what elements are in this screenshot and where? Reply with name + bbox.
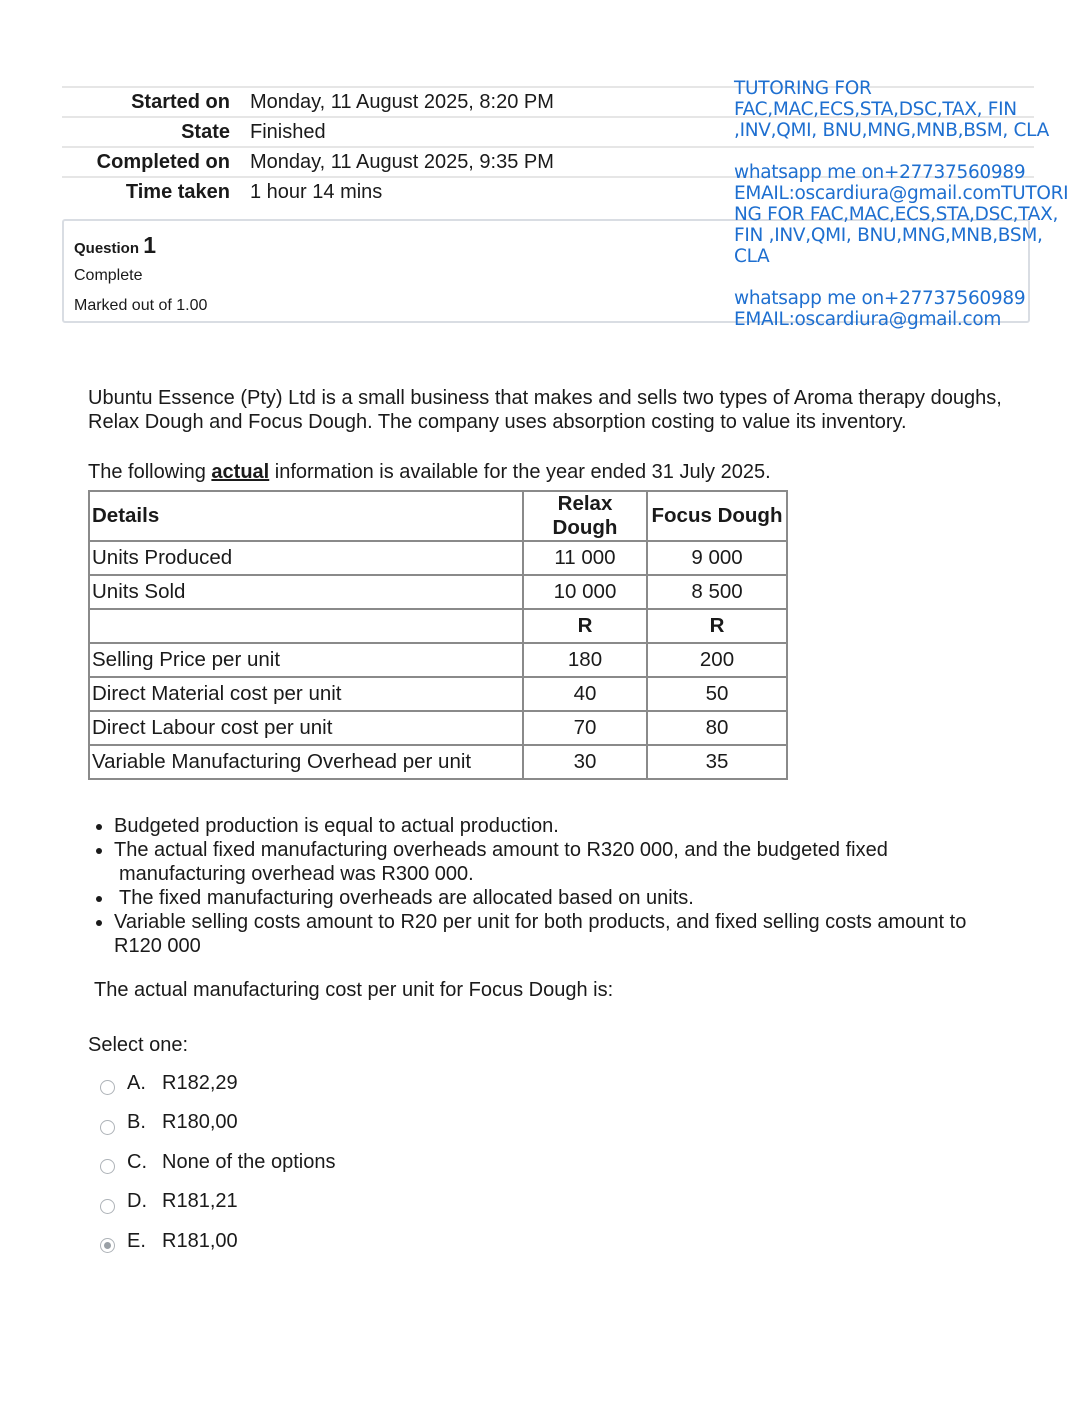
watermark-line: EMAIL:oscardiura@gmail.comTUTORI (734, 183, 1069, 204)
question-text (88, 386, 1018, 1261)
table-cell: 10 000 (523, 575, 647, 609)
option-text: None of the options (162, 1150, 336, 1173)
table-cell: Direct Labour cost per unit (89, 711, 523, 745)
answer-options (88, 1063, 1018, 1261)
watermark-line: whatsapp me on+27737560989 (734, 288, 1026, 309)
answer-option-c[interactable] (88, 1142, 1018, 1182)
watermark-line: CLA (734, 246, 770, 267)
table-cell: R (647, 609, 787, 643)
table-row (89, 677, 787, 711)
question-heading (74, 232, 156, 259)
table-cell: R (523, 609, 647, 643)
option-text: R181,21 (162, 1190, 238, 1213)
summary-label: Time taken (125, 180, 230, 203)
table-header: Details (89, 491, 523, 541)
watermark-line: whatsapp me on+27737560989 (734, 162, 1026, 183)
radio-button[interactable] (100, 1080, 115, 1095)
list-item: • Budgeted production is equal to actual production. (114, 814, 1018, 838)
watermark-line: TUTORING FOR (734, 78, 872, 99)
summary-value: Finished (250, 120, 326, 143)
table-header: Focus Dough (647, 491, 787, 541)
table-cell: Units Sold (89, 575, 523, 609)
summary-label: Completed on (96, 150, 230, 173)
table-row (89, 643, 787, 677)
table-cell: 40 (523, 677, 647, 711)
intro-paragraph: Ubuntu Essence (Pty) Ltd is a small business that makes and sells two types of Aroma therapy doughs, Relax Dough and Focus Dough. The company uses absorption costing to value its inventory. (88, 387, 1002, 433)
question-label: Question (74, 240, 140, 257)
actual-pre-text: The following (88, 461, 212, 483)
answer-option-b[interactable] (88, 1103, 1018, 1143)
note-text: The actual fixed manufacturing overheads amount to R320 000, and the budgeted fixed (114, 839, 888, 861)
notes-list (88, 814, 1018, 958)
question-state: Complete (74, 267, 143, 284)
table-row (89, 745, 787, 779)
option-text: R180,00 (162, 1111, 238, 1134)
question-number: 1 (143, 232, 156, 258)
watermark-line: FAC,MAC,ECS,STA,DSC,TAX, FIN (734, 99, 1017, 120)
summary-label: Started on (131, 90, 230, 113)
summary-value: 1 hour 14 mins (250, 180, 383, 203)
radio-button[interactable] (100, 1120, 115, 1135)
table-cell: 80 (647, 711, 787, 745)
table-cell: 11 000 (523, 541, 647, 575)
table-cell: 8 500 (647, 575, 787, 609)
list-item (114, 886, 1018, 910)
radio-button[interactable] (100, 1199, 115, 1214)
table-cell: 30 (523, 745, 647, 779)
select-one-label: Select one: (88, 1034, 189, 1056)
summary-value: Monday, 11 August 2025, 9:35 PM (250, 150, 554, 173)
answer-option-d[interactable] (88, 1182, 1018, 1222)
note-text: The fixed manufacturing overheads are allocated based on units. (119, 887, 694, 909)
answer-option-a[interactable] (88, 1063, 1018, 1103)
table-cell: 35 (647, 745, 787, 779)
table-cell: Direct Material cost per unit (89, 677, 523, 711)
answer-option-e[interactable] (88, 1221, 1018, 1261)
option-letter: C. (127, 1150, 147, 1173)
option-letter: B. (127, 1111, 146, 1134)
watermark-line: NG FOR FAC,MAC,ECS,STA,DSC,TAX, (734, 204, 1059, 225)
note-text: manufacturing overhead was R300 000. (119, 863, 474, 885)
table-row (89, 541, 787, 575)
table-cell: 50 (647, 677, 787, 711)
actual-emphasis: actual (211, 461, 270, 483)
actual-post-text: information is available for the year ended 31 July 2025. (269, 461, 771, 483)
tutoring-watermark (734, 78, 1080, 330)
option-letter: A. (127, 1071, 146, 1094)
table-cell: Variable Manufacturing Overhead per unit (89, 745, 523, 779)
table-cell: 200 (647, 643, 787, 677)
table-cell: 9 000 (647, 541, 787, 575)
option-text: R181,00 (162, 1229, 238, 1252)
summary-label: State (181, 120, 230, 143)
table-cell (89, 609, 523, 643)
table-row (89, 575, 787, 609)
watermark-line: FIN ,INV,QMI, BNU,MNG,MNB,BSM, (734, 225, 1043, 246)
table-header: Relax Dough (523, 491, 647, 541)
option-letter: D. (127, 1190, 147, 1213)
table-cell: Selling Price per unit (89, 643, 523, 677)
table-cell: 70 (523, 711, 647, 745)
watermark-line: EMAIL:oscardiura@gmail.com (734, 309, 1002, 330)
actual-info-line (88, 460, 1018, 484)
product-info-table (88, 490, 788, 780)
table-header-row (89, 491, 787, 541)
watermark-line: ,INV,QMI, BNU,MNG,MNB,BSM, CLA (734, 120, 1049, 141)
radio-button-selected[interactable] (100, 1238, 115, 1253)
list-item (114, 838, 1018, 886)
table-row (89, 609, 787, 643)
radio-button[interactable] (100, 1159, 115, 1174)
table-cell: 180 (523, 643, 647, 677)
table-cell: Units Produced (89, 541, 523, 575)
option-letter: E. (127, 1229, 146, 1252)
option-text: R182,29 (162, 1071, 238, 1094)
summary-value: Monday, 11 August 2025, 8:20 PM (250, 90, 554, 113)
question-marks: Marked out of 1.00 (74, 297, 208, 314)
question-prompt: The actual manufacturing cost per unit for Focus Dough is: (94, 979, 614, 1001)
list-item: • Variable selling costs amount to R20 per unit for both products, and fixed selling costs amount to R120 000 (114, 910, 1018, 958)
table-row (89, 711, 787, 745)
